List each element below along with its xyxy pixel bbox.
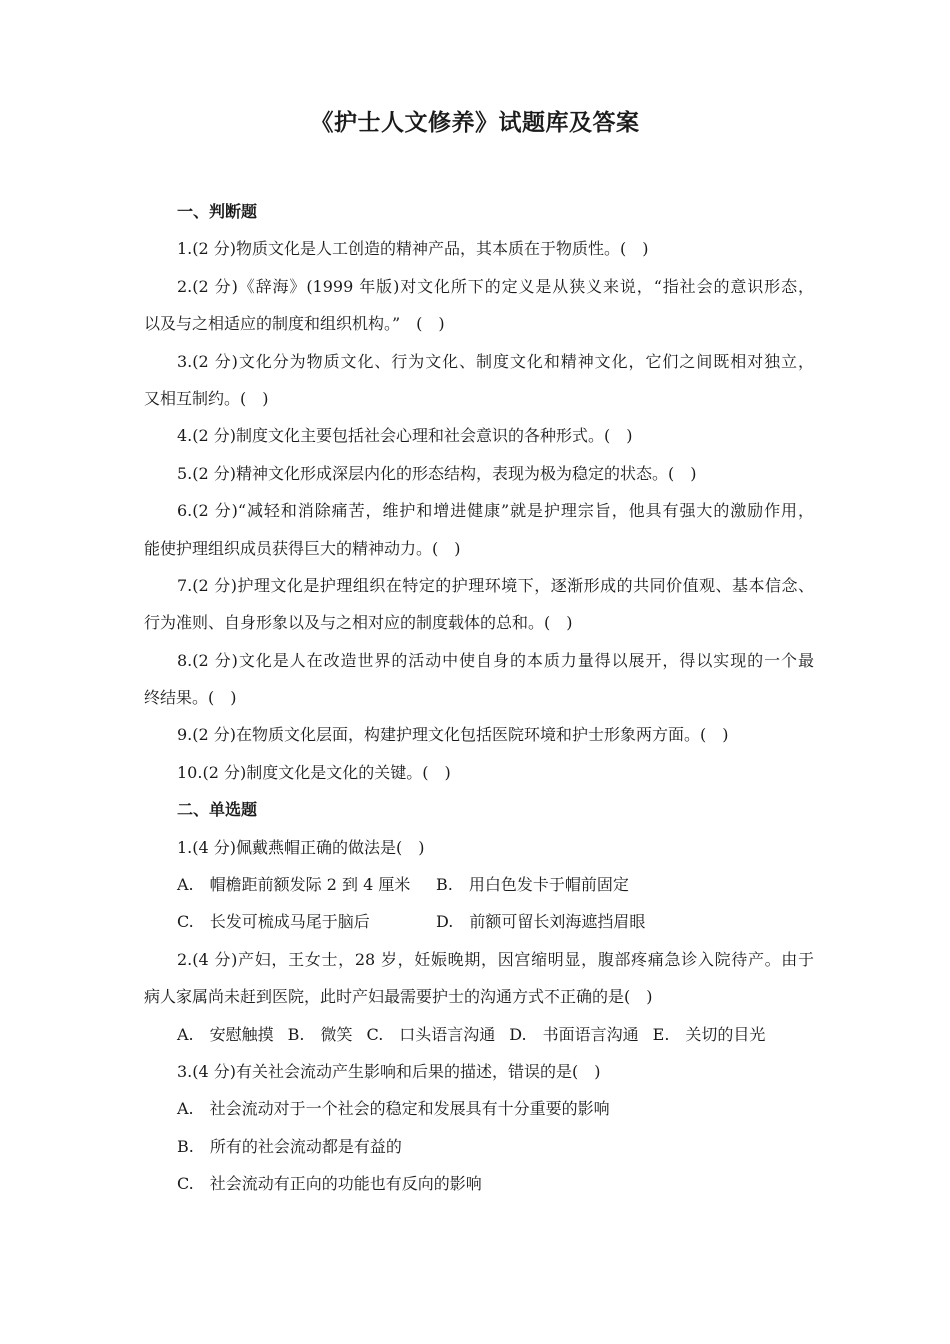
sc-question-2-line-1: 2.(4 分)产妇，王女士，28 岁，妊娠晚期，因宫缩明显，腹部疼痛急诊入院待产。由于: [177, 949, 814, 969]
sc-question-1: 1.(4 分)佩戴燕帽正确的做法是( ): [177, 837, 425, 857]
tf-question-6-line-2: 能使护理组织成员获得巨大的精神动力。( ): [144, 538, 461, 558]
sc-q2-option-d: D. 书面语言沟通: [509, 1024, 639, 1044]
sc-q2-option-c: C. 口头语言沟通: [366, 1024, 496, 1044]
section-heading-true-false: 一、判断题: [177, 202, 258, 221]
tf-question-2-line-2: 以及与之相适应的制度和组织机构。” ( ): [144, 314, 445, 334]
sc-q3-option-b: B. 所有的社会流动都是有益的: [177, 1136, 402, 1156]
sc-q2-option-e: E. 关切的目光: [652, 1024, 766, 1044]
tf-question-1: 1.(2 分)物质文化是人工创造的精神产品，其本质在于物质性。( ): [177, 239, 649, 259]
sc-q1-option-b: B. 用白色发卡于帽前固定: [436, 875, 629, 895]
tf-question-10: 10.(2 分)制度文化是文化的关键。( ): [177, 762, 451, 782]
sc-question-1-options-row-2: [144, 903, 814, 940]
sc-q1-option-a: A. 帽檐距前额发际 2 到 4 厘米: [177, 875, 411, 895]
section-heading-single-choice: 二、单选题: [177, 800, 258, 820]
sc-q2-option-b: B. 微笑: [287, 1024, 353, 1044]
sc-question-1-options-row-1: [144, 866, 814, 903]
tf-question-9: 9.(2 分)在物质文化层面，构建护理文化包括医院环境和护士形象两方面。( ): [177, 725, 729, 745]
document-title: 《护士人文修养》试题库及答案: [310, 109, 640, 136]
sc-q3-option-a: A. 社会流动对于一个社会的稳定和发展具有十分重要的影响: [177, 1099, 610, 1119]
tf-question-6-line-1: 6.(2 分)“减轻和消除痛苦，维护和增进健康”就是护理宗旨，他具有强大的激励作用，: [177, 501, 814, 521]
sc-question-2-line-2: 病人家属尚未赶到医院，此时产妇最需要护士的沟通方式不正确的是( ): [144, 987, 653, 1007]
tf-question-4: 4.(2 分)制度文化主要包括社会心理和社会意识的各种形式。( ): [177, 426, 633, 446]
tf-question-8-line-1: 8.(2 分)文化是人在改造世界的活动中使自身的本质力量得以展开，得以实现的一个最: [177, 650, 814, 670]
tf-question-8-line-2: 终结果。( ): [144, 688, 237, 708]
sc-q1-option-d: D. 前额可留长刘海遮挡眉眼: [436, 912, 646, 932]
sc-q1-option-c: C. 长发可梳成马尾于脑后: [177, 912, 370, 932]
tf-question-7-line-1: 7.(2 分)护理文化是护理组织在特定的护理环境下，逐渐形成的共同价值观、基本信念、: [177, 575, 814, 595]
sc-question-2-options: [144, 1016, 814, 1053]
tf-question-5: 5.(2 分)精神文化形成深层内化的形态结构，表现为极为稳定的状态。( ): [177, 463, 697, 483]
sc-question-3: 3.(4 分)有关社会流动产生影响和后果的描述，错误的是( ): [177, 1061, 601, 1081]
sc-q2-option-a: A. 安慰触摸: [177, 1024, 274, 1044]
tf-question-3-line-2: 又相互制约。( ): [144, 388, 269, 408]
tf-question-7-line-2: 行为准则、自身形象以及与之相对应的制度载体的总和。( ): [144, 613, 573, 633]
tf-question-3-line-1: 3.(2 分)文化分为物质文化、行为文化、制度文化和精神文化，它们之间既相对独立，: [177, 351, 814, 371]
tf-question-2-line-1: 2.(2 分)《辞海》(1999 年版)对文化所下的定义是从狭义来说，“指社会的意识形态，: [177, 276, 814, 296]
sc-q3-option-c: C. 社会流动有正向的功能也有反向的影响: [177, 1174, 482, 1194]
document-body: [144, 193, 814, 1203]
